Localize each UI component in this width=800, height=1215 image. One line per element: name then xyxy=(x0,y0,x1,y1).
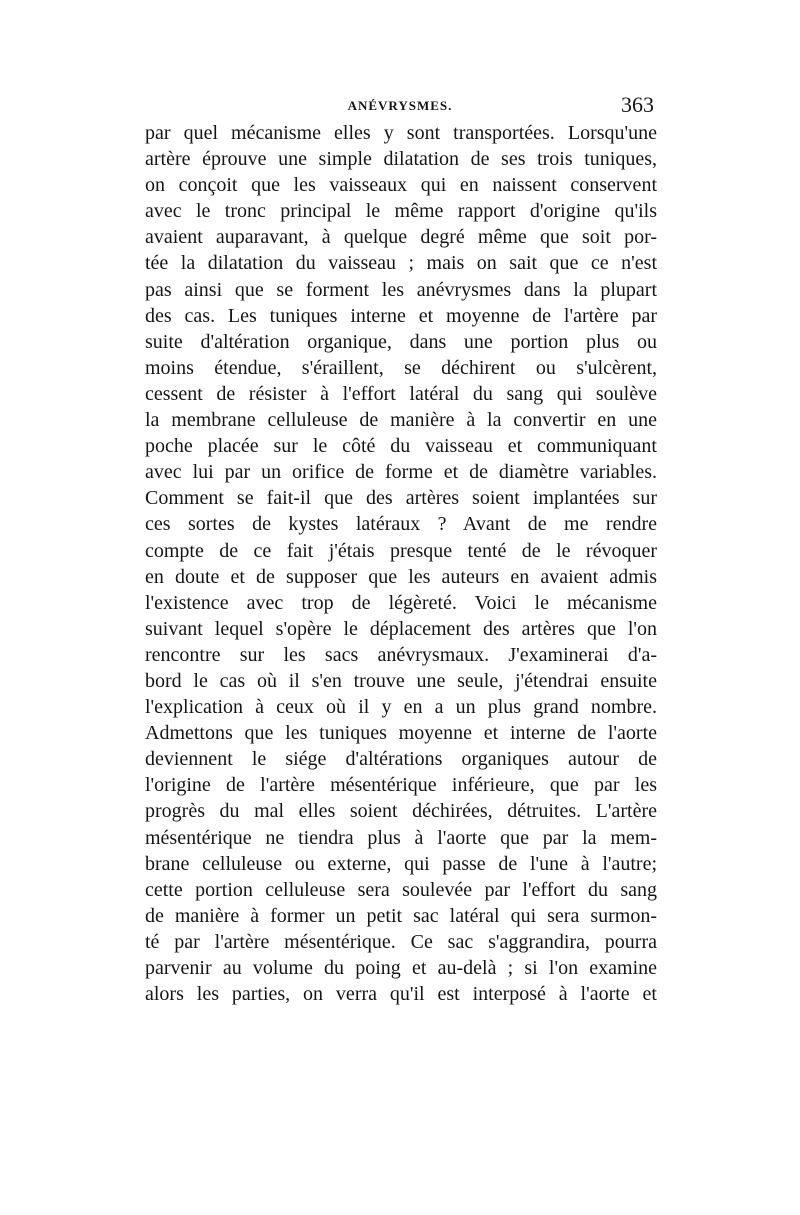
page-number: 363 xyxy=(621,92,654,117)
text-line: cessent de résister à l'effort latéral du sang qui soulève xyxy=(145,382,657,405)
text-line: alors les parties, on verra qu'il est interposé à l'aorte et xyxy=(145,983,657,1006)
text-line: avec lui par un orifice de forme et de diamètre variables. xyxy=(145,461,657,484)
text-line: en doute et de supposer que les auteurs en avaient admis xyxy=(145,565,657,588)
text-line: Comment se fait-il que des artères soient implantées sur xyxy=(145,487,657,510)
text-line: avaient auparavant, à quelque degré même que soit por- xyxy=(145,226,657,249)
text-line: té par l'artère mésentérique. Ce sac s'aggrandira, pourra xyxy=(145,930,657,953)
text-line: deviennent le siége d'altérations organiques autour de xyxy=(145,748,657,771)
text-line: poche placée sur le côté du vaisseau et communiquant xyxy=(145,435,657,458)
text-line: mésentérique ne tiendra plus à l'aorte que par la mem- xyxy=(145,826,657,849)
text-line: avec le tronc principal le même rapport d'origine qu'ils xyxy=(145,200,657,223)
text-line: on conçoit que les vaisseaux qui en naissent conservent xyxy=(145,174,657,197)
text-line: progrès du mal elles soient déchirées, détruites. L'artère xyxy=(145,800,657,823)
text-line: pas ainsi que se forment les anévrysmes dans la plupart xyxy=(145,278,657,301)
text-line: l'existence avec trop de légèreté. Voici le mécanisme xyxy=(145,591,657,614)
text-line: la membrane celluleuse de manière à la convertir en une xyxy=(145,409,657,432)
text-line: tée la dilatation du vaisseau ; mais on sait que ce n'est xyxy=(145,252,657,275)
text-line: l'origine de l'artère mésentérique inférieure, que par les xyxy=(145,774,657,797)
body-text xyxy=(145,120,657,1007)
text-line: l'explication à ceux où il y en a un plus grand nombre. xyxy=(145,696,657,719)
text-line: des cas. Les tuniques interne et moyenne de l'artère par xyxy=(145,304,657,327)
text-line: bord le cas où il s'en trouve une seule, j'étendrai ensuite xyxy=(145,669,657,692)
text-line: parvenir au volume du poing et au-delà ; si l'on examine xyxy=(145,957,657,979)
text-line: suite d'altération organique, dans une portion plus ou xyxy=(145,330,657,353)
text-line: artère éprouve une simple dilatation de ses trois tuniques, xyxy=(145,148,657,171)
text-line: de manière à former un petit sac latéral qui sera surmon- xyxy=(145,904,657,927)
text-line: par quel mécanisme elles y sont transportées. Lorsqu'une xyxy=(145,122,657,144)
text-line: suivant lequel s'opère le déplacement des artères que l'on xyxy=(145,617,657,640)
text-line: moins étendue, s'éraillent, se déchirent ou s'ulcèrent, xyxy=(145,356,657,379)
running-title: ANÉVRYSMES. xyxy=(347,98,453,113)
text-line: brane celluleuse ou externe, qui passe de l'une à l'autre; xyxy=(145,852,657,875)
text-line: Admettons que les tuniques moyenne et interne de l'aorte xyxy=(145,722,657,745)
text-line: compte de ce fait j'étais presque tenté de le révoquer xyxy=(145,539,657,562)
text-line: rencontre sur les sacs anévrysmaux. J'examinerai d'a- xyxy=(145,643,657,666)
text-line: cette portion celluleuse sera soulevée par l'effort du sang xyxy=(145,878,657,901)
text-line: ces sortes de kystes latéraux ? Avant de me rendre xyxy=(145,513,657,536)
